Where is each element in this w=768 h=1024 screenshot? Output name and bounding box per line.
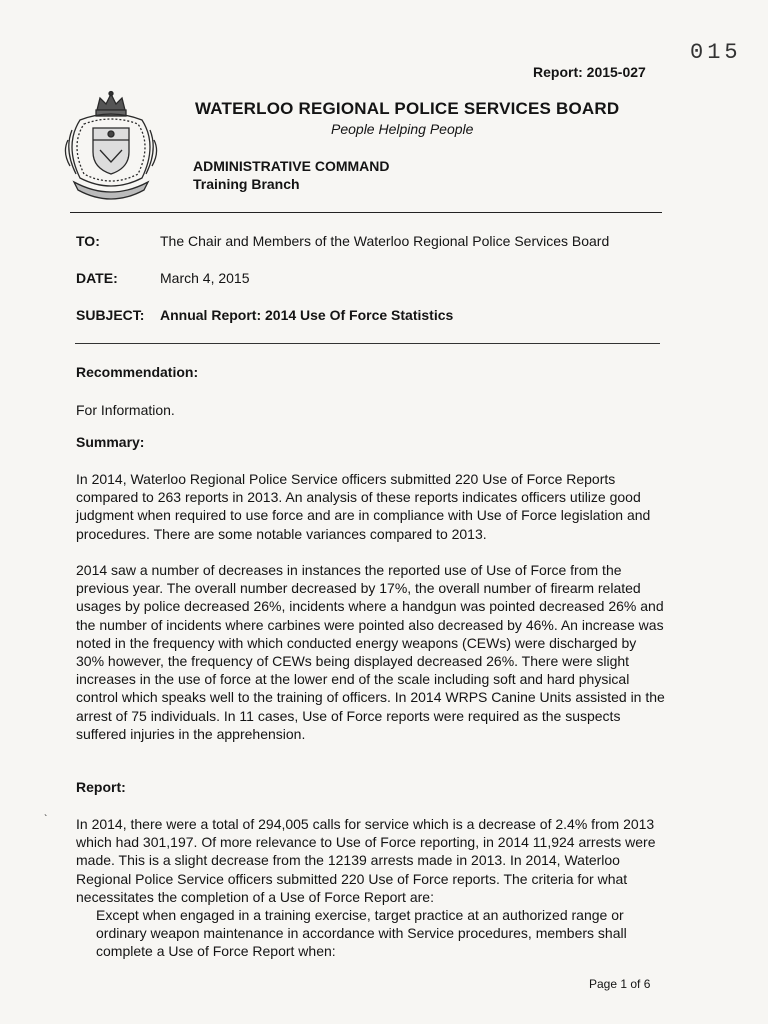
recommendation-heading: Recommendation: xyxy=(76,364,199,380)
branch-name: Training Branch xyxy=(193,176,300,192)
report-heading: Report: xyxy=(76,779,126,795)
memo-to-label: TO: xyxy=(76,233,100,249)
margin-mark: ` xyxy=(44,814,48,825)
report-paragraph-1: In 2014, there were a total of 294,005 calls for service which is a decrease of 2.4% from 2013 which had 301,197. Of more relevance to Use of Force reporting, in 2014 11,924 arrests were made. This is a slight decrease from the 12139 arrests made in 2013. In 2014, Waterloo Regional Police Service officers submitted 220 Use of Force reports. The criteria for what necessitates the completion of a Use of Force Report are: xyxy=(76,816,656,905)
memo-date-value: March 4, 2015 xyxy=(160,270,250,286)
memo-subject-value: Annual Report: 2014 Use Of Force Statistics xyxy=(160,307,454,323)
recommendation-text: For Information. xyxy=(76,402,175,418)
header-divider xyxy=(70,212,662,213)
summary-heading: Summary: xyxy=(76,434,145,450)
memo-to-value: The Chair and Members of the Waterloo Regional Police Services Board xyxy=(160,233,610,249)
memo-subject-label: SUBJECT: xyxy=(76,307,145,323)
memo-date-label: DATE: xyxy=(76,270,118,286)
board-motto: People Helping People xyxy=(331,121,474,137)
report-number: Report: 2015-027 xyxy=(533,64,646,80)
page-stamp-number: 015 xyxy=(690,40,742,65)
summary-paragraph-1: In 2014, Waterloo Regional Police Service officers submitted 220 Use of Force Reports compared to 263 reports in 2013. An analysis of these reports indicates officers utilize good judgment when required to use force and are in compliance with Use of Force legislation and procedures. There are some notable variances compared to 2013. xyxy=(76,471,651,542)
memo-divider xyxy=(75,343,660,344)
page-footer: Page 1 of 6 xyxy=(589,977,651,991)
department-name: ADMINISTRATIVE COMMAND xyxy=(193,158,390,174)
police-crest-logo xyxy=(58,90,164,202)
department-block xyxy=(193,157,390,193)
board-title: WATERLOO REGIONAL POLICE SERVICES BOARD xyxy=(195,99,620,118)
summary-paragraph-2: 2014 saw a number of decreases in instances the reported use of Use of Force from the previous year. The overall number decreased by 17%, the overall number of firearm related usages by police decreased 26%, incidents where a handgun was pointed decreased 26% and the number of incidents where carbines were pointed also decreased by 46%. An increase was noted in the frequency with which conducted energy weapons (CEWs) were discharged by 30% however, the frequency of CEWs being displayed decreased 26%. There were slight increases in the use of force at the lower end of the scale including soft and hard physical control which speaks well to the training of officers. In 2014 WRPS Canine Units assisted in the arrest of 75 individuals. In 11 cases, Use of Force reports were required as the suspects suffered injuries in the apprehension. xyxy=(76,562,665,742)
report-quote: Except when engaged in a training exercise, target practice at an authorized range or ordinary weapon maintenance in accordance with Service procedures, members shall complete a Use of Force Report when: xyxy=(96,907,627,960)
